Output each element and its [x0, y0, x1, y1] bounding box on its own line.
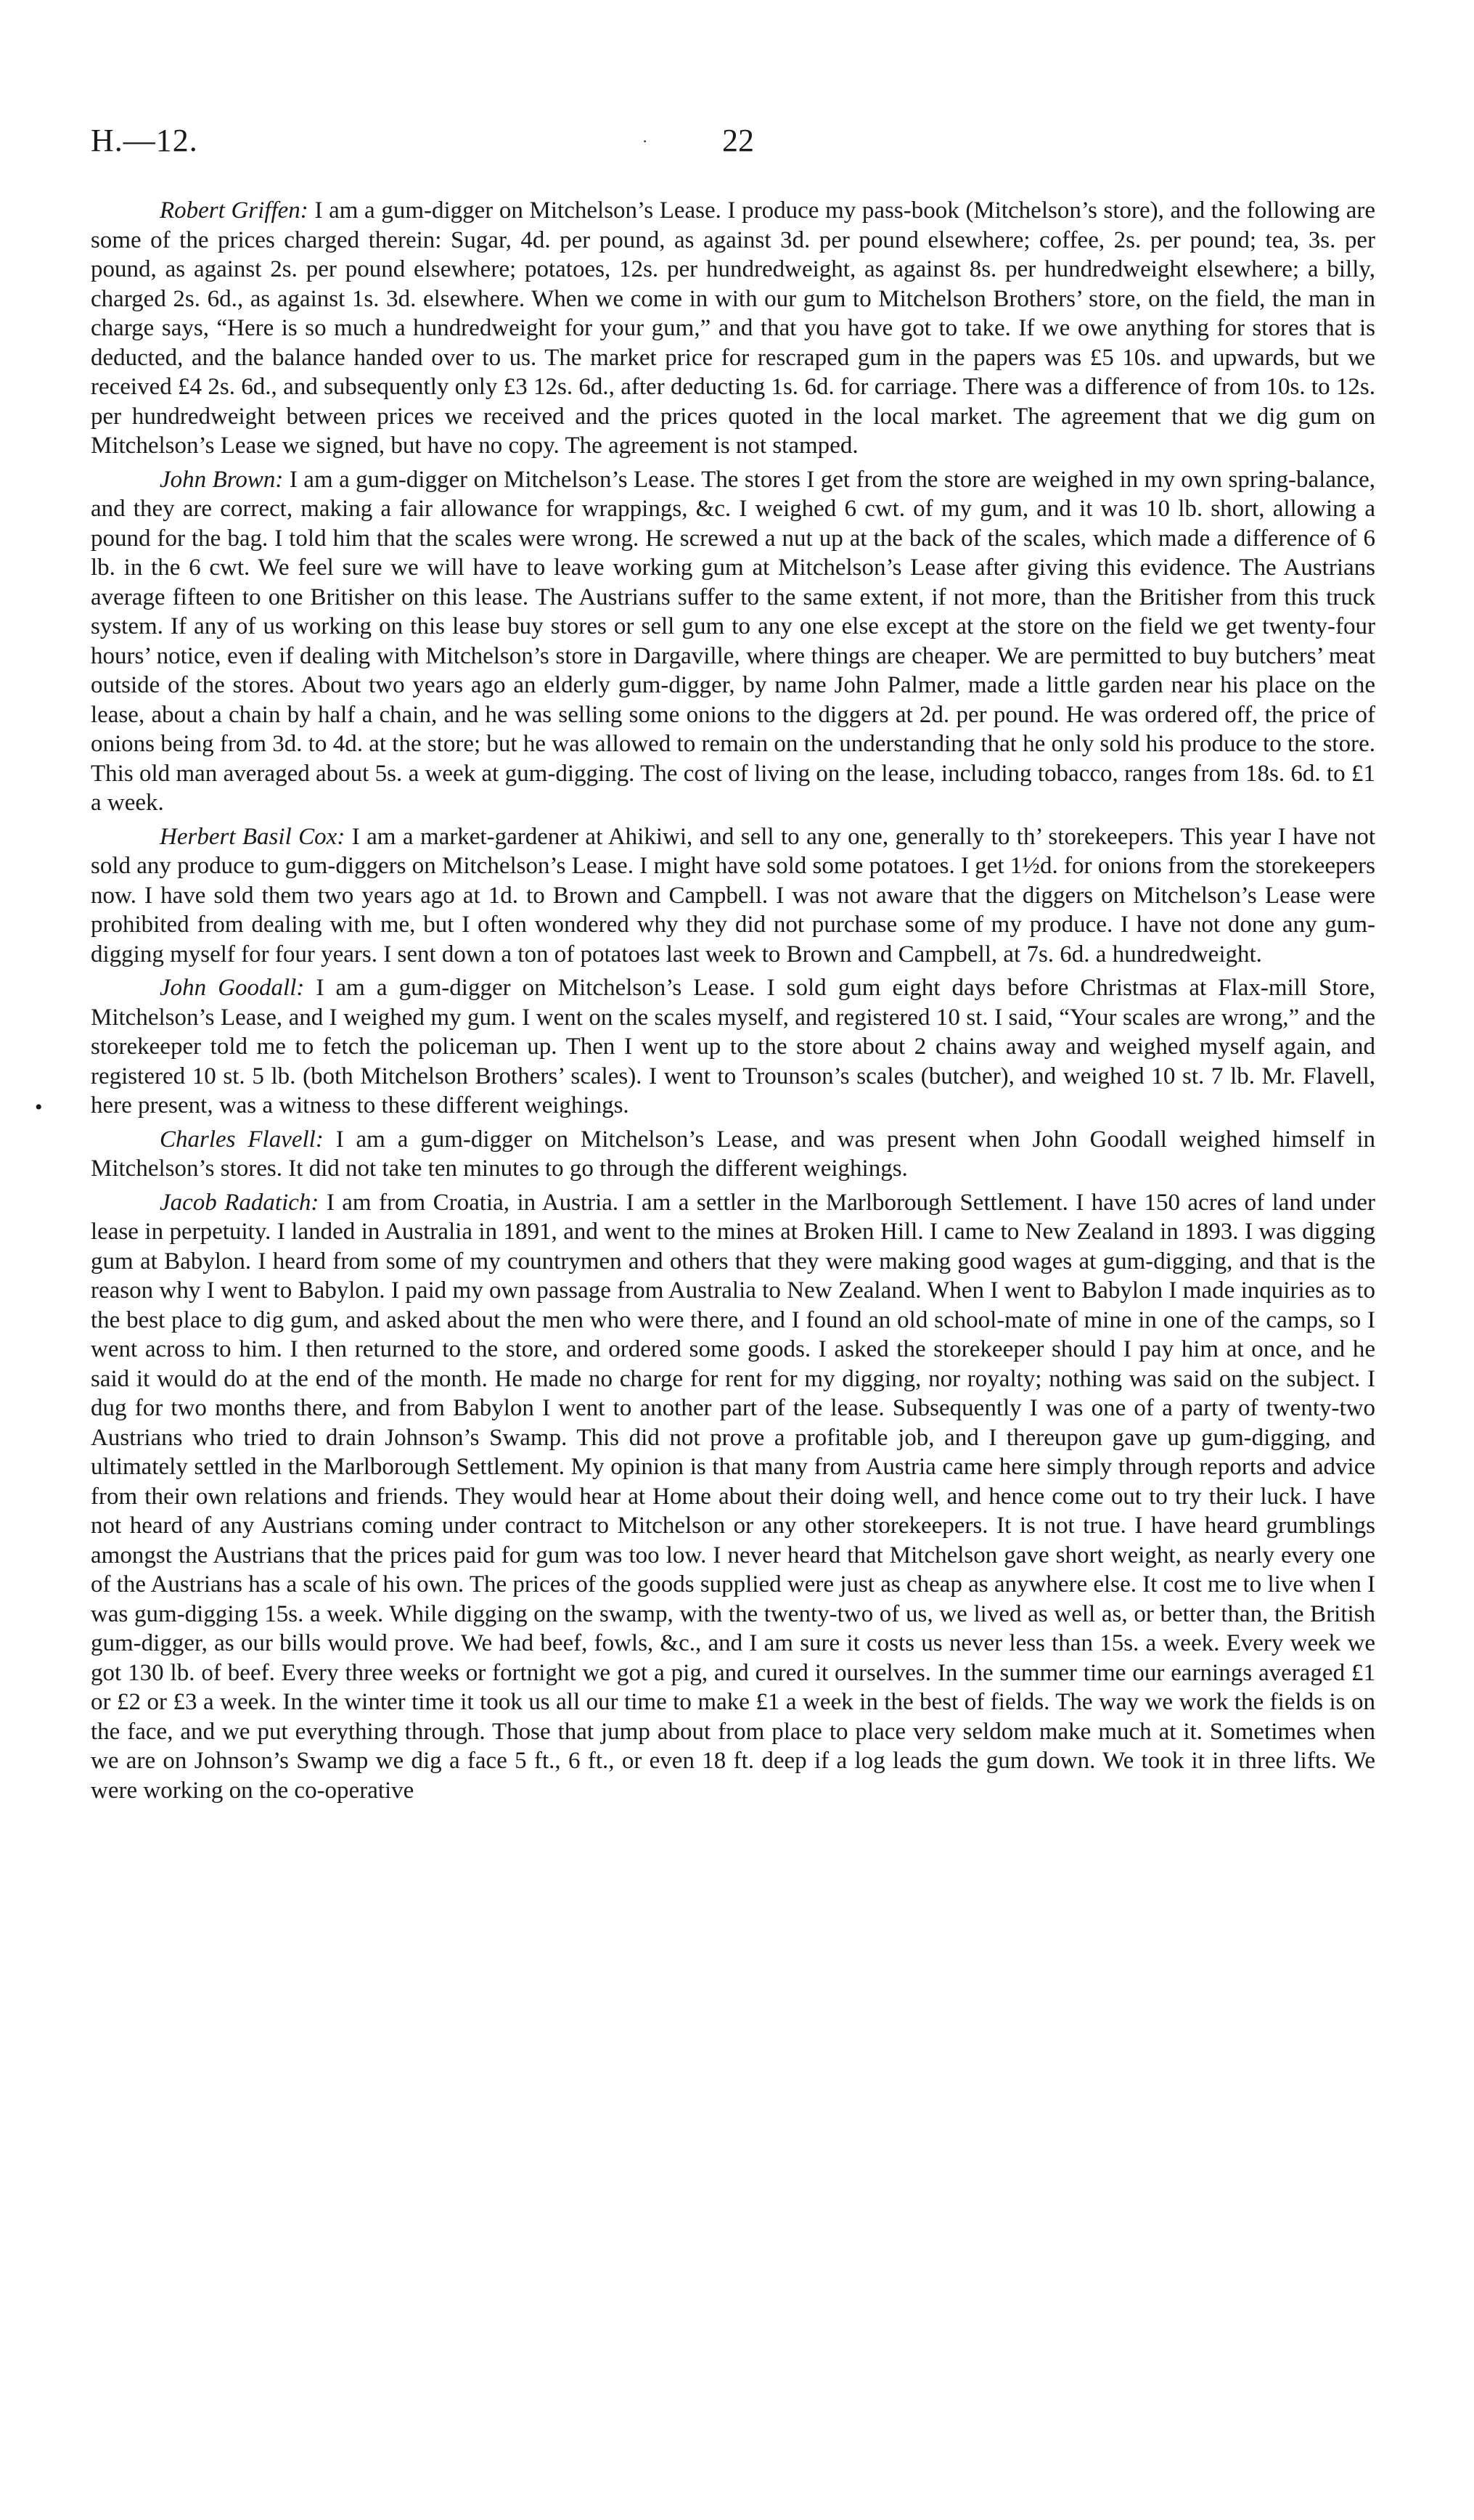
body-text — [91, 196, 1375, 1809]
testimony-robert-griffen — [91, 196, 1375, 461]
testimony-herbert-basil-cox — [91, 822, 1375, 970]
page-number: 22 — [722, 123, 754, 158]
testimony-text: I am a gum-digger on Mitchelson’s Lease, and was present when John Goodall weighed himself in Mitchelson’s stores. It did not take ten minutes to go through the different weighings. — [91, 1126, 1375, 1182]
document-reference: H.—12. — [91, 123, 198, 158]
speaker-name: Charles Flavell: — [160, 1126, 324, 1153]
testimony-john-brown — [91, 465, 1375, 818]
testimony-text: I am a market-gardener at Ahikiwi, and sell to any one, generally to th’ storekeepers. This year I have not sold any produce to gum-diggers on Mitchelson’s Lease. I might have sold some potatoes. I get 1½d. for onions from the storekeepers now. I have sold them two years ago at 1d. to Brown and Campbell. I was not aware that the diggers on Mitchelson’s Lease were prohibited from dealing with me, but I often wondered why they did not purchase some of my produce. I have not done any gum-digging myself for four years. I sent down a ton of potatoes last week to Brown and Campbell, at 7s. 6d. a hundredweight. — [91, 823, 1376, 968]
speaker-name: John Brown: — [160, 466, 284, 493]
testimony-text: I am a gum-digger on Mitchelson’s Lease. The stores I get from the store are weighed in my own spring-balance, and they are correct, making a fair allowance for wrappings, &c. I weighed 6 cwt. of my gum, and it was 10 lb. short, allowing a pound for the bag. I told him that the scales were wrong. He screwed a nut up at the back of the scales, which made a difference of 6 lb. in the 6 cwt. We feel sure we will have to leave working gum at Mitchelson’s Lease after giving this evidence. The Austrians average fifteen to one Britisher on this lease. The Austrians suffer to the same extent, if not more, than the Britisher from this truck system. If any of us working on this lease buy stores or sell gum to any one else except at the store on the field we get twenty-four hours’ notice, even if dealing with Mitchelson’s store in Dargaville, where things are cheaper. We are permitted to buy butchers’ meat outside of the stores. About two years ago an elderly gum-digger, by name John Palmer, made a little garden near his place on the lease, about a chain by half a chain, and he was selling some onions to the diggers at 2d. per pound. He was ordered off, the price of onions being from 3d. to 4d. at the store; but he was allowed to remain on the understanding that he only sold his produce to the store. This old man averaged about 5s. a week at gum-digging. The cost of living on the lease, including tobacco, ranges from 18s. 6d. to £1 a week. — [91, 466, 1376, 816]
testimony-jacob-radatich — [91, 1188, 1375, 1806]
speaker-name: John Goodall: — [160, 975, 305, 1001]
speaker-name: Herbert Basil Cox: — [160, 823, 345, 850]
testimony-charles-flavell — [91, 1125, 1375, 1184]
testimony-text: I am from Croatia, in Austria. I am a settler in the Marlborough Settlement. I have 150 acres of land under lease in perpetuity. I landed in Australia in 1891, and went to the mines at Broken Hill. I came to New Zealand in 1893. I was digging gum at Babylon. I heard from some of my countrymen and others that they were making good wages at gum-digging, and that is the reason why I went to Babylon. I paid my own passage from Australia to New Zealand. When I went to Babylon I made inquiries as to the best place to dig gum, and asked about the men who were there, and I found an old school-mate of mine in one of the camps, so I went across to him. I then returned to the store, and ordered some goods. I asked the storekeeper should I pay him at once, and he said it would do at the end of the month. He made no charge for rent for my digging, nor royalty; nothing was said on the subject. I dug for two months there, and from Babylon I went to another part of the lease. Subsequently I was one of a party of twenty-two Austrians who tried to drain Johnson’s Swamp. This did not prove a profitable job, and I thereupon gave up gum-digging, and ultimately settled in the Marlborough Settlement. My opinion is that many from Austria came here simply through reports and advice from their own relations and friends. They would hear at Home about their doing well, and hence come out to try their luck. I have not heard of any Austrians coming under contract to Mitchelson or any other storekeepers. It is not true. I have heard grumblings amongst the Austrians that the prices paid for gum was too low. I never heard that Mitchelson gave short weight, as nearly every one of the Austrians has a scale of his own. The prices of the goods supplied were just as cheap as anywhere else. It cost me to live when I was gum-digging 15s. a week. While digging on the swamp, with the twenty-two of us, we lived as well as, or better than, the British gum-digger, as our bills would prove. We had beef, fowls, &c., and I am sure it costs us never less than 15s. a week. Every week we got 130 lb. of beef. Every three weeks or fortnight we got a pig, and cured it ourselves. In the summer time our earnings averaged £1 or £2 or £3 a week. In the winter time it took us all our time to make £1 a week in the best of fields. The way we work the fields is on the face, and we put everything through. Those that jump about from place to place very seldom make much at it. Sometimes when we are on Johnson’s Swamp we dig a face 5 ft., 6 ft., or even 18 ft. deep if a log leads the gum down. We took it in three lifts. We were working on the co-operative — [91, 1189, 1375, 1804]
testimony-text: I am a gum-digger on Mitchelson’s Lease. I produce my pass-book (Mitchelson’s store), and the following are some of the prices charged therein: Sugar, 4d. per pound, as against 3d. per pound elsewhere; coffee, 2s. per pound; tea, 3s. per pound, as against 2s. per pound elsewhere; potatoes, 12s. per hundredweight, as against 8s. per hundredweight elsewhere; a billy, charged 2s. 6d., as against 1s. 3d. elsewhere. When we come in with our gum to Mitchelson Brothers’ store, on the field, the man in charge says, “Here is so much a hundredweight for your gum,” and that you have got to take. If we owe anything for stores that is deducted, and the balance handed over to us. The market price for rescraped gum in the papers was £5 10s. and upwards, but we received £4 2s. 6d., and subsequently only £3 12s. 6d., after deducting 1s. 6d. for carriage. There was a difference of from 10s. to 12s. per hundredweight between prices we received and the prices quoted in the local market. The agreement that we dig gum on Mitchelson’s Lease we signed, but have no copy. The agreement is not stamped. — [91, 197, 1376, 459]
testimony-john-goodall — [91, 973, 1375, 1121]
margin-mark: • — [35, 1095, 43, 1119]
page-header — [91, 122, 1375, 165]
speaker-name: Robert Griffen: — [160, 197, 308, 224]
stray-mark: · — [642, 132, 648, 150]
speaker-name: Jacob Radatich: — [160, 1189, 319, 1216]
testimony-text: I am a gum-digger on Mitchelson’s Lease. I sold gum eight days before Christmas at Flax-mill Store, Mitchelson’s Lease, and I weighed my gum. I went on the scales myself, and registered 10 st. I said, “Your scales are wrong,” and the storekeeper told me to fetch the policeman up. Then I went up to the store about 2 chains away and weighed myself again, and registered 10 st. 5 lb. (both Mitchelson Brothers’ scales). I went to Trounson’s scales (butcher), and weighed 10 st. 7 lb. Mr. Flavell, here present, was a witness to these different weighings. — [91, 975, 1376, 1118]
